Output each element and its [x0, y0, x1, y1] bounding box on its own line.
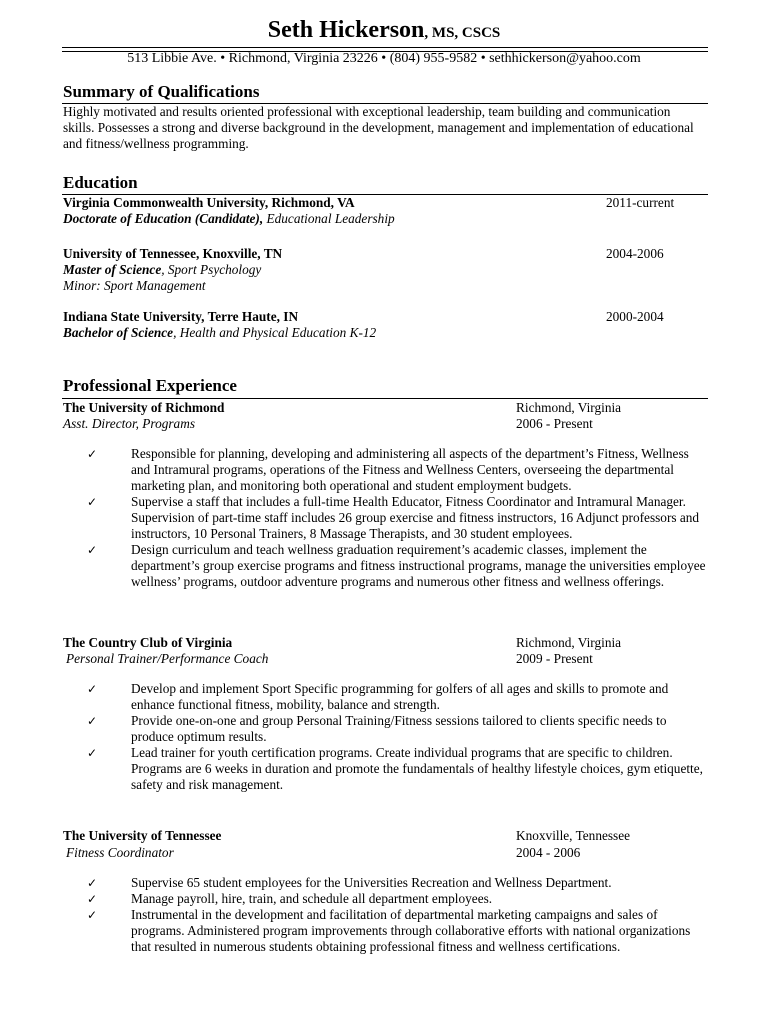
- check-mark-icon: ✓: [87, 908, 98, 922]
- experience-divider: [62, 398, 708, 399]
- check-mark-icon: ✓: [87, 447, 98, 461]
- bullet-text: Supervise 65 student employees for the Universities Recreation and Wellness Department.: [131, 875, 612, 890]
- school-name: Virginia Commonwealth University, Richmond, VA: [63, 195, 355, 210]
- list-item: [87, 875, 707, 891]
- job-location: Richmond, Virginia: [516, 635, 622, 650]
- list-item: [87, 713, 707, 745]
- minor: Minor: Sport Management: [63, 278, 206, 293]
- job-title: Asst. Director, Programs: [63, 416, 195, 431]
- job-location: Knoxville, Tennessee: [516, 828, 631, 843]
- job-title: Fitness Coordinator: [66, 845, 174, 860]
- full-name: Seth Hickerson: [267, 17, 425, 43]
- job-bullets: [87, 875, 707, 955]
- degree-line: [63, 262, 261, 278]
- list-item: [87, 907, 707, 955]
- check-mark-icon: ✓: [87, 543, 98, 557]
- employer-name: The University of Richmond: [63, 400, 225, 415]
- degree-field: , Health and Physical Education K-12: [173, 325, 377, 340]
- education-heading: Education: [63, 173, 138, 192]
- degree-line: [63, 325, 376, 341]
- list-item: [87, 745, 707, 793]
- job-dates: 2009 - Present: [516, 651, 593, 666]
- experience-heading: Professional Experience: [63, 376, 237, 395]
- credentials: , MS, CSCS: [424, 25, 501, 41]
- education-dates: 2004-2006: [606, 246, 664, 261]
- check-mark-icon: ✓: [87, 892, 98, 906]
- summary-text: Highly motivated and results oriented professional with exceptional leadership, team building and communication skills. Possesses a strong and diverse background in the development, management and implementation of educational and fitness/wellness programming.: [63, 104, 694, 151]
- list-item: [87, 542, 707, 590]
- degree: Doctorate of Education (Candidate),: [63, 211, 264, 226]
- bullet-text: Supervise a staff that includes a full-time Health Educator, Fitness Coordinator and Intramural Manager. Supervision of part-time staff includes 26 group exercise and fitness instructors, 16 Adjunct professors and instructors, 10 Personal Trainers, 8 Massage Therapists, and 30 student employees.: [131, 494, 700, 541]
- summary-heading: Summary of Qualifications: [63, 82, 260, 101]
- job-bullets: [87, 681, 707, 793]
- employer-name: The University of Tennessee: [63, 828, 222, 843]
- name-heading: [0, 18, 768, 42]
- check-mark-icon: ✓: [87, 682, 98, 696]
- employer-name: The Country Club of Virginia: [63, 635, 233, 650]
- check-mark-icon: ✓: [87, 876, 98, 890]
- bullet-text: Responsible for planning, developing and administering all aspects of the department’s Fitness, Wellness and Intramural programs, operations of the Fitness and Wellness Centers, overseeing the departmental marketing plan, and monitoring both operational and student employment budgets.: [131, 446, 689, 493]
- bullet-text: Instrumental in the development and facilitation of departmental marketing campaigns and sales of programs. Administered program improvements through collaborative efforts with national organizations that resulted in numerous students obtaining professional fitness and wellness certifications.: [131, 907, 691, 954]
- education-dates: 2011-current: [606, 195, 675, 210]
- bullet-text: Design curriculum and teach wellness graduation requirement’s academic classes, implement the department’s group exercise programs and fitness instructional programs, manage the universities employee wellness’ programs, outdoor adventure programs and numerous other fitness and wellness offerings.: [131, 542, 706, 589]
- list-item: [87, 681, 707, 713]
- degree-field: , Sport Psychology: [161, 262, 262, 277]
- list-item: [87, 494, 707, 542]
- school-name: Indiana State University, Terre Haute, IN: [63, 309, 299, 324]
- contact-info: 513 Libbie Ave. • Richmond, Virginia 23226 • (804) 955-9582 • sethhickerson@yahoo.com: [127, 51, 641, 66]
- bullet-text: Manage payroll, hire, train, and schedule all department employees.: [131, 891, 493, 906]
- check-mark-icon: ✓: [87, 714, 98, 728]
- bullet-text: Develop and implement Sport Specific programming for golfers of all ages and skills to promote and enhance functional fitness, mobility, balance and strength.: [131, 681, 669, 712]
- degree-line: [63, 211, 395, 227]
- degree: Master of Science: [63, 262, 162, 277]
- job-bullets: [87, 446, 707, 590]
- bullet-text: Lead trainer for youth certification programs. Create individual programs that are specific to children. Programs are 6 weeks in duration and promote the fundamentals of healthy lifestyle choices, gym etiquette, safety and risk management.: [131, 745, 703, 792]
- job-location: Richmond, Virginia: [516, 400, 622, 415]
- bullet-text: Provide one-on-one and group Personal Training/Fitness sessions tailored to clients specific needs to produce optimum results.: [131, 713, 667, 744]
- check-mark-icon: ✓: [87, 746, 98, 760]
- check-mark-icon: ✓: [87, 495, 98, 509]
- school-name: University of Tennessee, Knoxville, TN: [63, 246, 283, 261]
- job-dates: 2006 - Present: [516, 416, 593, 431]
- list-item: [87, 446, 707, 494]
- job-title: Personal Trainer/Performance Coach: [66, 651, 269, 666]
- degree-field: Educational Leadership: [263, 211, 395, 226]
- education-dates: 2000-2004: [606, 309, 664, 324]
- job-dates: 2004 - 2006: [516, 845, 581, 860]
- degree: Bachelor of Science: [63, 325, 174, 340]
- list-item: [87, 891, 707, 907]
